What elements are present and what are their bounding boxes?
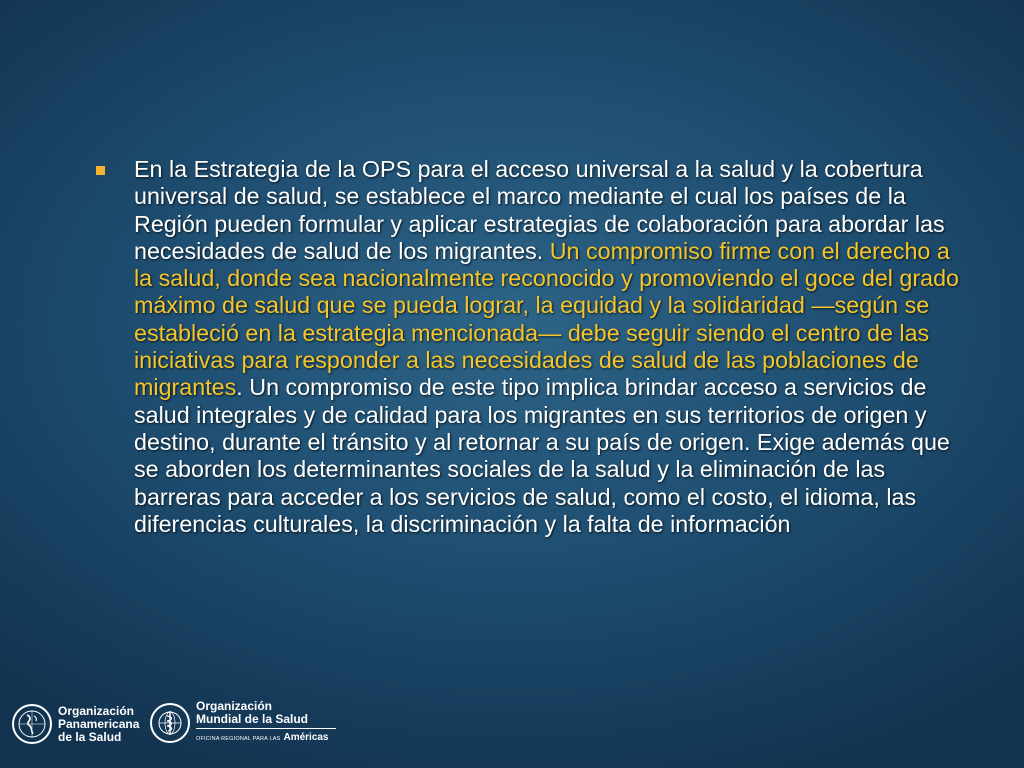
oms-region-label: Américas xyxy=(283,732,329,743)
paragraph-segment-conclusion: . Un compromiso de este tipo implica brindar acceso a servicios de salud integrales y de calidad para los migrantes en sus territorios de origen y destino, durante el tránsito y al retornar a su país de origen. Exige además que se aborden los determinantes sociales de la salud y la eliminación de las barreras para acceder a los servicios de salud, como el costo, el idioma, las diferencias culturales, la discriminación y la falta de información xyxy=(134,374,950,537)
ops-logo-line-3: de la Salud xyxy=(58,729,122,744)
bullet-paragraph xyxy=(134,156,966,538)
who-emblem-icon xyxy=(150,703,190,743)
oms-logo-line-1: Organización xyxy=(196,699,273,713)
footer-logos xyxy=(0,686,1024,768)
paragraph-segment-highlight: Un compromiso firme con el derecho a la salud, donde sea nacionalmente reconocido y promoviendo el goce del grado máximo de salud que se pueda lograr, la equidad y la solidaridad —según se estableció en la estrategia mencionada— debe seguir siendo el centro de las iniciativas para responder a las necesidades de salud de las poblaciones de migrantes xyxy=(134,237,960,401)
ops-logo-text xyxy=(58,705,139,744)
bullet-marker-icon xyxy=(96,166,105,175)
oms-logo xyxy=(150,700,336,746)
ops-logo-line-2: Panamericana xyxy=(58,716,140,731)
oms-office-label: OFICINA REGIONAL PARA LAS xyxy=(196,736,281,742)
ops-emblem-icon xyxy=(12,704,52,744)
paragraph-segment-intro: En la Estrategia de la OPS para el acceso universal a la salud y la cobertura universal de salud, se establece el marco mediante el cual los países de la Región pueden formular y aplicar estrategias de colaboración para abordar las necesidades de salud de los migrantes. xyxy=(134,156,945,264)
oms-logo-text xyxy=(196,700,336,746)
ops-logo-line-1: Organización xyxy=(58,703,135,718)
oms-logo-line-2: Mundial de la Salud xyxy=(196,712,309,726)
oms-regional-office xyxy=(196,728,336,746)
ops-logo xyxy=(12,704,139,744)
